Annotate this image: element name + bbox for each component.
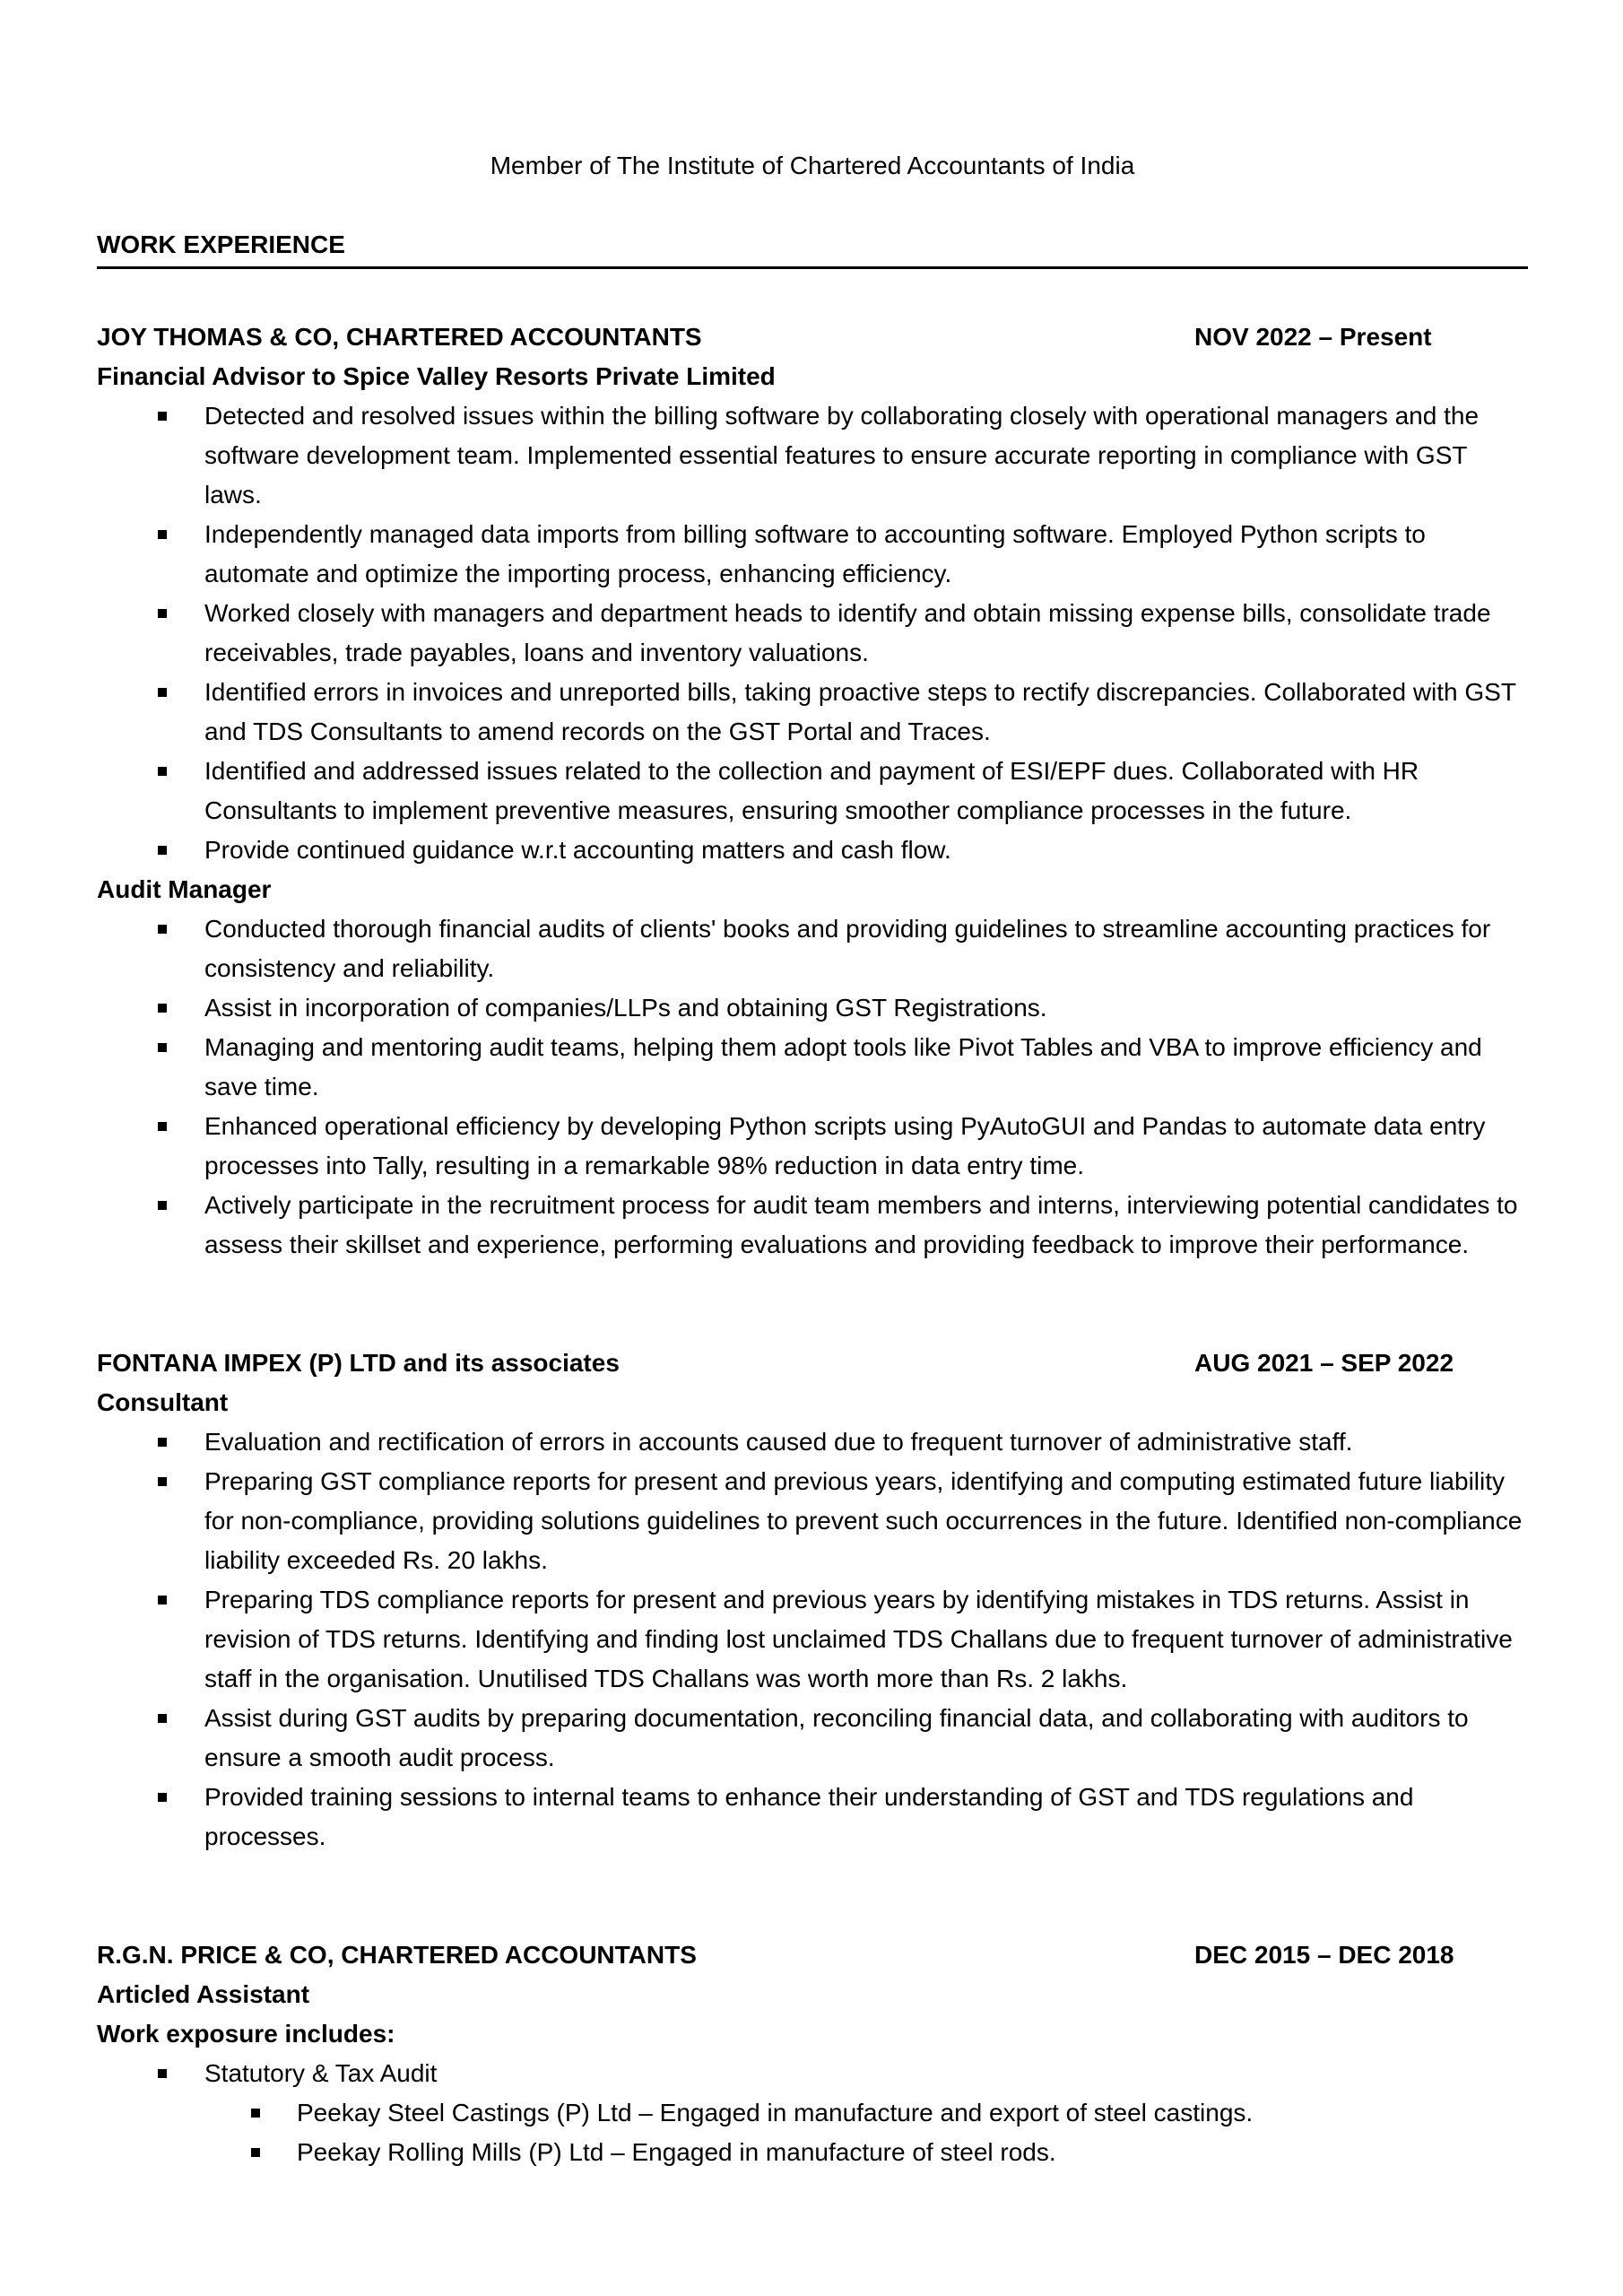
bullet-square-icon [158,1043,167,1052]
bullet-square-icon [158,1596,167,1605]
bullet-item [97,1462,1528,1580]
bullet-list [97,2054,1528,2172]
bullet-item [97,1422,1528,1462]
role-title: Audit Manager [97,875,272,903]
role-title: Articled Assistant [97,1980,310,2008]
bullet-text: Assist in incorporation of companies/LLPs and obtaining GST Registrations. [204,994,1047,1022]
bullet-list [97,1422,1528,1857]
job-dates: DEC 2015 – DEC 2018 [1194,1941,1454,1969]
bullet-text: Identified and addressed issues related to the collection and payment of ESI/EPF dues. Collaborated with HR Consultants to implement preventive measures, ensuring smoother compliance processes in the future. [204,757,1419,824]
bullet-item [97,909,1528,988]
company-row [97,1935,1528,1975]
bullet-text: Assist during GST audits by preparing documentation, reconciling financial data, and collaborating with auditors to ensure a smooth audit process. [204,1704,1469,1771]
job-dates: NOV 2022 – Present [1194,323,1432,351]
company-name: JOY THOMAS & CO, CHARTERED ACCOUNTANTS [97,323,702,351]
bullet-text: Actively participate in the recruitment process for audit team members and interns, interviewing potential candidates to assess their skillset and experience, performing evaluations and providing feedback to improve their performance. [204,1191,1518,1258]
bullet-square-icon [251,2109,260,2118]
sub-bullet-item [204,2093,1528,2133]
bullet-text: Statutory & Tax Audit [204,2059,438,2087]
resume-content [97,146,1528,2172]
bullet-item [97,1778,1528,1857]
sub-bullet-item [204,2133,1528,2172]
bullet-square-icon [158,1793,167,1802]
bullet-text: Enhanced operational efficiency by developing Python scripts using PyAutoGUI and Pandas to automate data entry processes into Tally, resulting in a remarkable 98% reduction in data entry time. [204,1112,1486,1179]
bullet-square-icon [158,1004,167,1013]
bullet-item [97,1028,1528,1107]
bullet-list [97,909,1528,1265]
bullet-item [97,594,1528,673]
bullet-square-icon [158,2069,167,2078]
bullet-text: Conducted thorough financial audits of clients' books and providing guidelines to streamline accounting practices for consistency and reliability. [204,915,1491,982]
section-heading-work-experience: WORK EXPERIENCE [97,225,1528,269]
bullet-item [97,673,1528,752]
bullet-square-icon [158,767,167,776]
bullet-square-icon [251,2148,260,2157]
bullet-text: Detected and resolved issues within the billing software by collaborating closely with operational managers and the software development team. Implemented essential features to ensure accurate reporting in compliance with GST laws. [204,402,1480,509]
bullet-item [97,1699,1528,1778]
role-title: Consultant [97,1388,229,1416]
bullet-item [97,1107,1528,1186]
bullet-text: Identified errors in invoices and unreported bills, taking proactive steps to rectify discrepancies. Collaborated with GST and TDS Consultants to amend records on the GST Portal and Traces. [204,678,1516,745]
bullet-item [97,515,1528,594]
sub-bullet-list [204,2093,1528,2172]
bullet-square-icon [158,1122,167,1131]
bullet-item [97,752,1528,831]
bullet-item [97,1186,1528,1265]
bullet-square-icon [158,925,167,934]
bullet-square-icon [158,846,167,855]
bullet-square-icon [158,609,167,618]
bullet-text: Evaluation and rectification of errors in accounts caused due to frequent turnover of administrative staff. [204,1428,1353,1456]
bullet-text: Preparing GST compliance reports for present and previous years, identifying and computing estimated future liability for non-compliance, providing solutions guidelines to prevent such occurrences in the future. Identified non-compliance liability exceeded Rs. 20 lakhs. [204,1467,1523,1574]
bullet-item [97,988,1528,1028]
sub-bullet-text: Peekay Steel Castings (P) Ltd – Engaged in manufacture and export of steel castings. [297,2099,1254,2126]
company-name: R.G.N. PRICE & CO, CHARTERED ACCOUNTANTS [97,1941,697,1969]
bullet-square-icon [158,1477,167,1486]
bullet-item [97,2054,1528,2172]
job-dates: AUG 2021 – SEP 2022 [1194,1349,1454,1377]
work-exposure-label: Work exposure includes: [97,2020,395,2048]
bullet-square-icon [158,1714,167,1723]
company-name: FONTANA IMPEX (P) LTD and its associates [97,1349,620,1377]
role-title: Financial Advisor to Spice Valley Resorts Private Limited [97,362,776,390]
bullet-text: Managing and mentoring audit teams, helping them adopt tools like Pivot Tables and VBA to improve efficiency and save time. [204,1033,1482,1100]
company-row [97,317,1528,357]
bullet-square-icon [158,1438,167,1447]
bullet-text: Preparing TDS compliance reports for present and previous years by identifying mistakes in TDS returns. Assist in revision of TDS returns. Identifying and finding lost unclaimed TDS Challans due to frequent turnover of administrative staff in the organisation. Unutilised TDS Challans was worth more than Rs. 2 lakhs. [204,1586,1513,1692]
sub-bullet-text: Peekay Rolling Mills (P) Ltd – Engaged in manufacture of steel rods. [297,2138,1056,2166]
affiliation-line: Member of The Institute of Chartered Accountants of India [490,152,1135,179]
bullet-text: Provided training sessions to internal teams to enhance their understanding of GST and TDS regulations and processes. [204,1783,1414,1850]
bullet-text: Worked closely with managers and department heads to identify and obtain missing expense bills, consolidate trade receivables, trade payables, loans and inventory valuations. [204,599,1491,666]
bullet-list [97,396,1528,870]
bullet-square-icon [158,688,167,697]
bullet-item [97,1580,1528,1699]
bullet-text: Independently managed data imports from billing software to accounting software. Employed Python scripts to automate and optimize the importing process, enhancing efficiency. [204,520,1426,587]
bullet-text: Provide continued guidance w.r.t accounting matters and cash flow. [204,836,951,864]
bullet-square-icon [158,1201,167,1210]
company-row [97,1344,1528,1383]
bullet-square-icon [158,412,167,421]
bullet-square-icon [158,530,167,539]
bullet-item [97,831,1528,870]
bullet-item [97,396,1528,515]
